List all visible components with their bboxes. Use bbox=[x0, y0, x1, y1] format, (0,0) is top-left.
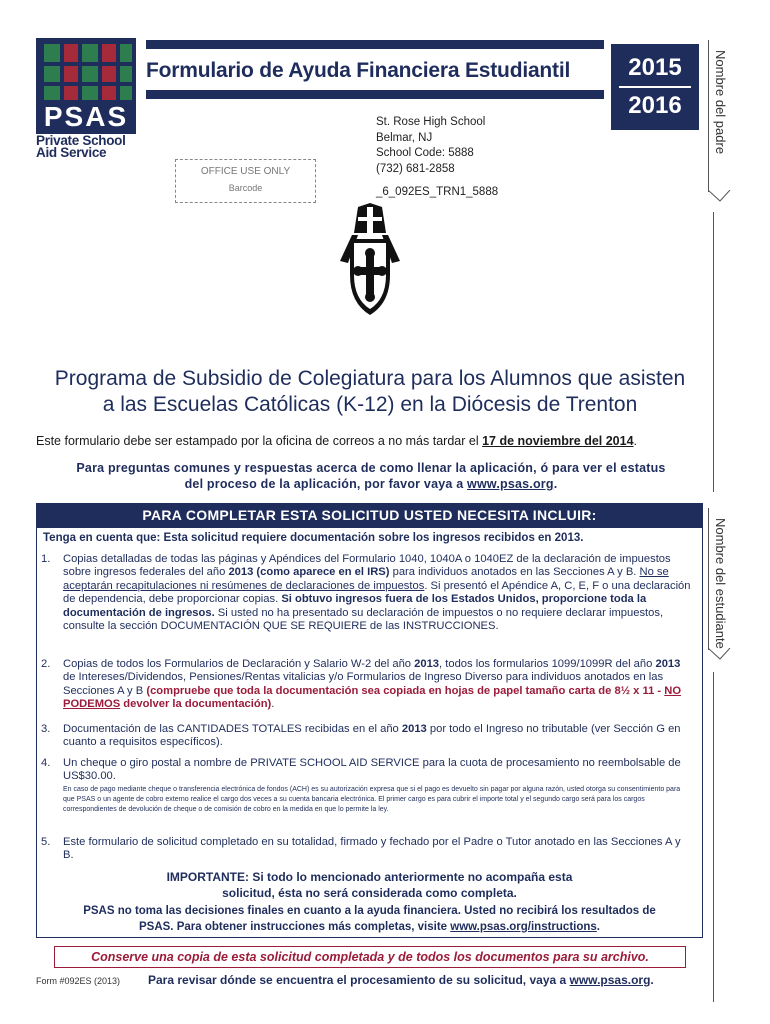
item-number: 4. bbox=[41, 757, 51, 769]
important-notice bbox=[37, 870, 702, 901]
psas-link[interactable]: www.psas.org bbox=[467, 477, 554, 491]
item-number: 1. bbox=[41, 553, 51, 565]
item-bold: 2013 (como aparece en el IRS) bbox=[228, 566, 390, 579]
postmark-date: 17 de noviembre del 2014 bbox=[482, 434, 634, 448]
psas-line-1: PSAS no toma las decisiones finales en cuanto a la ayuda financiera. Usted no recibirá los resultados de bbox=[83, 905, 656, 917]
list-item-2 bbox=[41, 658, 691, 712]
year-divider bbox=[619, 86, 691, 88]
item-number: 3. bbox=[41, 723, 51, 735]
side-divider-line bbox=[713, 212, 714, 492]
item-fine-print: En caso de pago mediante cheque o transferencia electrónica de fondos (ACH) es su autorización expresa que si el pago es devuelto sin pagar por alguna razón, usted otorga su consentimiento para que PSAS o un agente de cobro externo realice el cargo dos veces a su cuenta bancaria electrónica. El primer cargo es para cubrir el importe total y el segundo cargo será para los cargos correspondientes de devolución de cheque o de comisión de cobro en la medida en que lo permite la ley. bbox=[63, 785, 681, 813]
psas-end: . bbox=[596, 920, 600, 933]
list-item-1 bbox=[41, 553, 691, 633]
item-text: Un cheque o giro postal a nombre de PRIVATE SCHOOL AID SERVICE para la cuota de procesamiento no reembolsable de US$30.00. bbox=[63, 757, 681, 783]
diocese-seal-icon bbox=[330, 203, 410, 323]
list-item-4 bbox=[41, 757, 691, 815]
item-text: para individuos anotados en las Secciones A y B. bbox=[389, 566, 640, 579]
item-warning-underlined: NO PODEMOS bbox=[63, 684, 682, 711]
instructions-box bbox=[36, 527, 703, 938]
school-city: Belmar, NJ bbox=[376, 131, 433, 144]
item-text: Documentación de las CANTIDADES TOTALES recibidas en el año bbox=[63, 723, 402, 735]
questions-line-2: del proceso de la aplicación, por favor vaya a bbox=[184, 477, 468, 491]
logo-line-2: Aid Service bbox=[36, 145, 107, 160]
parent-name-label: Nombre del padre bbox=[713, 50, 728, 155]
item-text: de Intereses/Dividendos, Pensiones/Rentas vitalicias y/o Formularios de Ingreso Diverso para individuos anotados en las Secciones A y B bbox=[63, 671, 664, 697]
item-bold: 2013 bbox=[655, 658, 681, 670]
review-text: Para revisar dónde se encuentra el procesamiento de su solicitud, vaya a bbox=[148, 973, 570, 987]
list-item-3 bbox=[41, 723, 691, 750]
item-bold: Si obtuvo ingresos fuera de los Estados Unidos, proporcione toda la documentación de ingresos. bbox=[63, 593, 647, 619]
school-name: St. Rose High School bbox=[376, 116, 486, 128]
item-text: . Si presentó el Apéndice A, C, E, F o una declaración de dependencia, debe proporcionar copias. bbox=[63, 579, 691, 606]
instructions-link[interactable]: www.psas.org/instructions bbox=[450, 920, 597, 933]
year-top: 2015 bbox=[628, 54, 682, 81]
item-warning: (compruebe que toda la documentación sea copiada en hojas de papel tamaño carta de 8½ x 11 - bbox=[146, 684, 665, 697]
heading-line-1: Programa de Subsidio de Colegiatura para los Alumnos que asisten bbox=[54, 367, 686, 390]
review-link[interactable]: www.psas.org bbox=[569, 973, 651, 987]
item-bold: 2013 bbox=[401, 723, 427, 735]
school-code: School Code: 5888 bbox=[376, 147, 474, 159]
postmark-end: . bbox=[633, 434, 638, 448]
item-text: Copias detalladas de todas las páginas y Apéndices del Formulario 1040, 1040A o 1040EZ de la declaración de impuestos sobre ingresos federales del año bbox=[63, 553, 671, 579]
psas-acronym: PSAS bbox=[43, 101, 129, 132]
item-text: por todo el Ingreso no tributable (ver Sección G en cuanto a requisitos específicos). bbox=[63, 723, 681, 749]
keep-copy-notice: Conserve una copia de esta solicitud completada y de todos los documentos para su archivo. bbox=[54, 946, 686, 968]
program-heading bbox=[0, 366, 740, 418]
school-address bbox=[376, 115, 485, 177]
tab-point-icon bbox=[708, 190, 732, 202]
year-bottom: 2016 bbox=[628, 92, 682, 119]
form-code: _6_092ES_TRN1_5888 bbox=[376, 186, 499, 198]
item-warning: devolver la documentación) bbox=[120, 698, 272, 711]
item-text: Si usted no ha presentado su declaración de impuestos o no requiere declarar impuestos, consulte la sección DOCUMENTACIÓN QUE SE REQUIERE de las INSTRUCCIONES. bbox=[63, 606, 664, 633]
school-phone: (732) 681-2858 bbox=[376, 162, 455, 175]
side-divider-line bbox=[713, 672, 714, 1002]
psas-decision-note bbox=[37, 904, 702, 935]
item-text: Este formulario de solicitud completado en su totalidad, firmado y fechado por el Padre o Tutor anotado en las Secciones A y B. bbox=[63, 836, 681, 862]
student-name-tab bbox=[708, 508, 731, 650]
logo-line-1: Private School bbox=[36, 133, 126, 148]
questions-end: . bbox=[553, 477, 558, 491]
form-number: Form #092ES (2013) bbox=[36, 976, 121, 986]
postmark-deadline bbox=[36, 433, 706, 449]
review-status-note bbox=[148, 973, 654, 987]
office-use-box bbox=[175, 159, 316, 203]
heading-line-2: a las Escuelas Católicas (K-12) en la Diócesis de Trenton bbox=[102, 393, 638, 416]
item-bold: 2013 bbox=[414, 658, 440, 670]
office-use-label: OFFICE USE ONLY bbox=[200, 166, 291, 177]
questions-line-1: Para preguntas comunes y respuestas acerca de como llenar la aplicación, ó para ver el estatus bbox=[76, 461, 666, 475]
instructions-title: PARA COMPLETAR ESTA SOLICITUD USTED NECESITA INCLUIR: bbox=[36, 503, 703, 527]
header-bar-bottom bbox=[146, 90, 604, 99]
item-number: 2. bbox=[41, 658, 51, 670]
review-end: . bbox=[650, 973, 654, 987]
form-title: Formulario de Ayuda Financiera Estudiantil bbox=[146, 59, 571, 82]
important-line-1: IMPORTANTE: Si todo lo mencionado anteriormente no acompaña esta bbox=[166, 870, 573, 884]
list-item-5 bbox=[41, 836, 691, 863]
header-bar-top bbox=[146, 40, 604, 49]
psas-line-2: PSAS. Para obtener instrucciones más completas, visite bbox=[138, 920, 451, 933]
income-note: Tenga en cuenta que: Esta solicitud requiere documentación sobre los ingresos recibidos en 2013. bbox=[43, 532, 584, 544]
postmark-text: Este formulario debe ser estampado por la oficina de correos a no más tardar el bbox=[36, 434, 483, 448]
questions-note bbox=[36, 460, 706, 492]
item-number: 5. bbox=[41, 836, 51, 848]
item-text: Copias de todos los Formularios de Declaración y Salario W-2 del año bbox=[63, 658, 415, 670]
tab-point-icon bbox=[708, 648, 732, 660]
item-underlined: No se aceptarán recapitulaciones ni resúmenes de declaraciones de impuestos bbox=[63, 566, 669, 592]
important-line-2: solicitud, ésta no será considerada como completa. bbox=[222, 885, 517, 900]
item-text: , todos los formularios 1099/1099R del año bbox=[439, 658, 656, 670]
student-name-label: Nombre del estudiante bbox=[713, 518, 728, 649]
parent-name-tab bbox=[708, 40, 731, 192]
barcode-label: Barcode bbox=[228, 183, 263, 193]
item-text: . bbox=[271, 698, 275, 711]
year-box bbox=[611, 44, 699, 130]
